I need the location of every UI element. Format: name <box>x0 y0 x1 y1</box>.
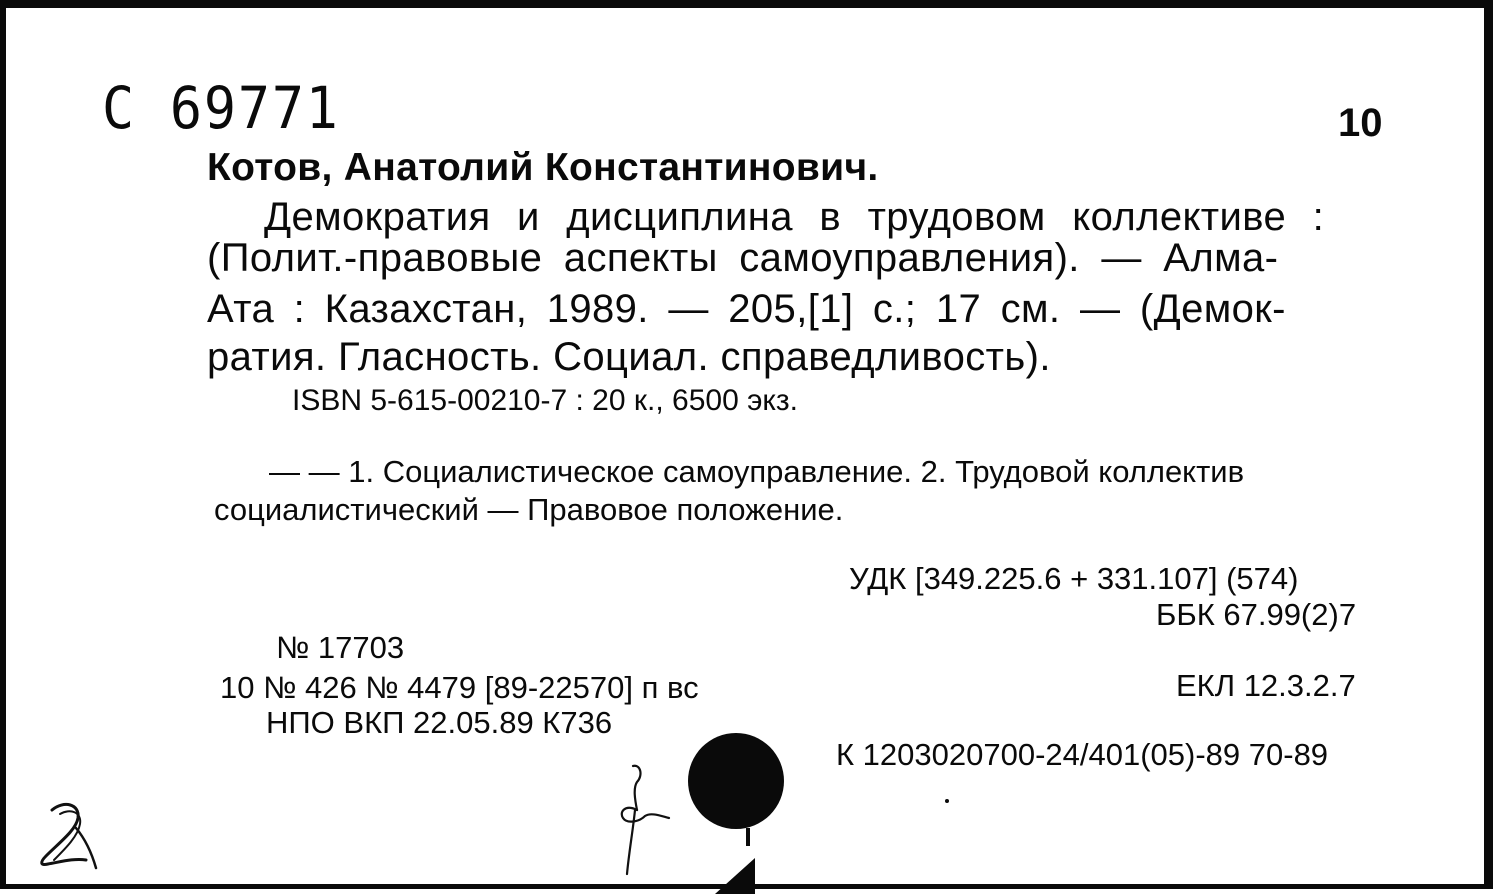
udk-code: УДК [349.225.6 + 331.107] (574) <box>849 561 1299 596</box>
isbn-line: ISBN 5-615-00210-7 : 20 к., 6500 экз. <box>292 384 798 417</box>
punch-hole <box>688 733 784 829</box>
card-number: 10 <box>1338 101 1383 145</box>
description-line: ратия. Гласность. Социал. справедливость). <box>207 335 1051 379</box>
ink-dot <box>945 799 949 803</box>
registration-line: 10 № 426 № 4479 [89-22570] п вс <box>220 670 699 705</box>
subject-line: — — 1. Социалистическое самоуправление. 2. Трудовой коллектив <box>269 454 1245 489</box>
registration-number: № 17703 <box>276 630 405 665</box>
k-code: К 1203020700-24/401(05)-89 70-89 <box>836 737 1329 772</box>
handwritten-pencil-mark <box>611 760 681 880</box>
publisher-code: НПО ВКП 22.05.89 К736 <box>266 705 613 740</box>
subject-line: социалистический — Правовое положение. <box>214 492 844 527</box>
bbk-code: ББК 67.99(2)7 <box>1156 597 1357 632</box>
author-heading: Котов, Анатолий Константинович. <box>207 146 879 189</box>
ekl-code: ЕКЛ 12.3.2.7 <box>1176 668 1356 703</box>
handwritten-number-mark <box>30 798 110 878</box>
description-line: Демократия и дисциплина в трудовом коллективе : <box>264 195 1325 239</box>
call-number: С 69771 <box>102 74 340 142</box>
description-line: Ата : Казахстан, 1989. — 205,[1] с.; 17 см. — (Демок- <box>207 287 1286 331</box>
description-line: (Полит.-правовые аспекты самоуправления). — Алма- <box>207 236 1279 280</box>
punch-mark <box>746 828 750 846</box>
